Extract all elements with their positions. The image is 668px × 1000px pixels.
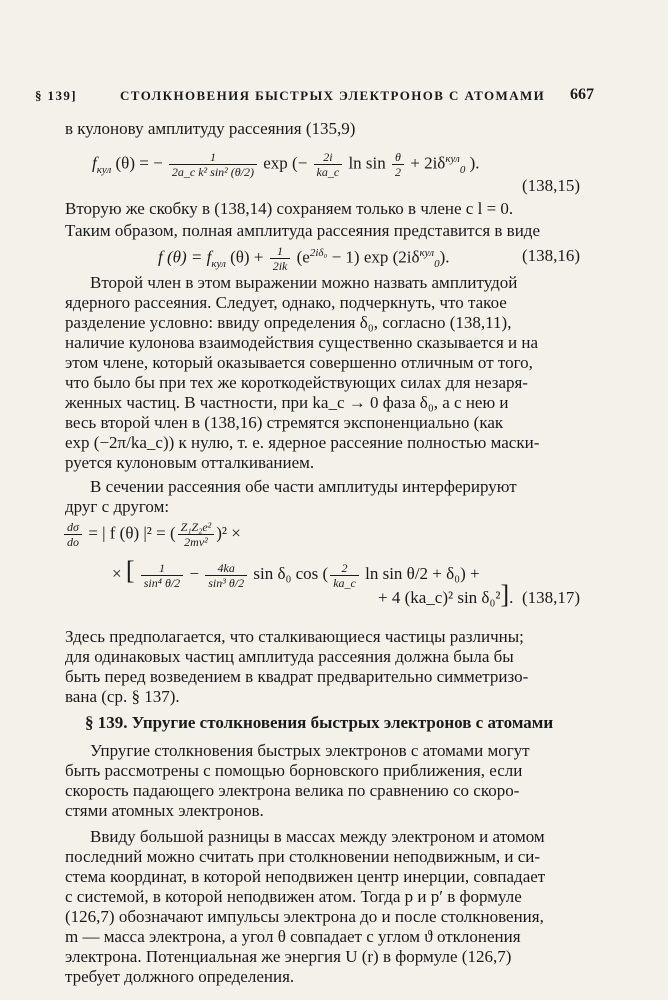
eq1-frac2-den: ka_c [316, 165, 340, 180]
eq2-sup2: кул [419, 247, 435, 259]
eq3-b-num: 4ka [205, 561, 247, 576]
p5-line-1: Упругие столкновения быстрых электронов с атомами могут [90, 741, 530, 760]
eq3-c-num: 2 [330, 561, 359, 576]
equation-138-16 [158, 242, 449, 275]
equation-138-15 [92, 148, 480, 181]
eq3-c-den: ka_c [333, 575, 356, 590]
eq3-c-rest: ln sin θ/2 + δ₀) + [365, 564, 480, 583]
p2-line-9: exp (−2π/ka_c)) к нулю, т. е. ядерное рассеяние полностью маски- [65, 433, 540, 452]
p6-line-7: электрона. Потенциальная же энергия U (r) в формуле (126,7) [65, 947, 512, 966]
eq2-b: (θ) + [230, 247, 264, 267]
eq3-z-num: Z₁Z₂e² [178, 520, 215, 535]
p4-line-3: быть перед возведением в квадрат предварительно симметризо- [65, 667, 529, 686]
page-number: 667 [570, 86, 594, 103]
running-header [0, 86, 668, 106]
eq2-d: − 1) exp (2iδ [331, 247, 420, 267]
eq3-z-den: 2mv² [184, 535, 208, 549]
eq1-lhs: f [92, 153, 97, 173]
equation-138-17-row3 [378, 580, 514, 609]
p6-line-1: Ввиду большой разницы в массах между электроном и атомом [90, 827, 545, 846]
eq1-arg: (θ) = − [115, 153, 163, 173]
eq3-minus: − [189, 564, 200, 583]
p2-line-10: руется кулоновым отталкиванием. [65, 453, 315, 472]
eq1-frac-num: 1 [169, 150, 257, 165]
p3-line-1: В сечении рассеяния обе части амплитуды интерферируют [90, 477, 517, 496]
p2-line-8: весь второй член в (138,16) стремятся экспоненциально (как [65, 413, 504, 432]
p6-line-3: стема координат, в которой неподвижен центр инерции, совпадает [65, 867, 546, 886]
p4-line-1: Здесь предполагается, что сталкивающиеся частицы различны; [65, 627, 524, 646]
eq1-frac3-den: 2 [395, 165, 401, 180]
eq-number-138-16: (138,16) [522, 246, 581, 265]
eq3-b-den: sin³ θ/2 [208, 575, 245, 590]
p2-line-4: наличие кулонова взаимодействия существенно сказывается и на [65, 333, 539, 352]
header-title: СТОЛКНОВЕНИЯ БЫСТРЫХ ЭЛЕКТРОНОВ С АТОМАМИ [120, 88, 546, 103]
eq3-lhs-num: dσ [64, 520, 82, 535]
eq-number-138-17: (138,17) [522, 588, 581, 607]
eq1-exp: exp [263, 153, 288, 173]
intro-line: в кулонову амплитуду рассеяния (135,9) [65, 119, 356, 138]
eq3-row2-times: × [112, 564, 122, 583]
eq3-bracket-l: [ [125, 556, 135, 585]
eq1-ln: ln sin [348, 153, 386, 173]
p1-line-1: Вторую же скобку в (138,14) сохраняем только в члене с l = 0. [65, 199, 514, 218]
eq2-sub2: 0 [434, 258, 440, 271]
eq2-c: (e [296, 247, 310, 267]
eq3-paren-r: )² [216, 523, 228, 543]
eq2-e: ). [439, 247, 450, 267]
eq3-a-den: sin⁴ θ/2 [143, 575, 181, 590]
eq3-lhs-fraction [64, 520, 82, 549]
eq1-frac3-num: θ [392, 150, 404, 165]
eq1-frac-den: 2a_c k² sin² (θ/2) [171, 165, 254, 180]
p5-line-4: стями атомных электронов. [65, 801, 264, 820]
p2-line-7: женных частиц. В частности, при ka_c → 0 фаза δ₀, а с нею и [65, 393, 509, 412]
eq1-tail: + 2iδ [410, 153, 446, 173]
eq1-fraction-2 [314, 150, 343, 179]
eq2-frac-num: 1 [270, 244, 291, 259]
eq3-lhs-den: do [67, 535, 79, 549]
eq2-fraction [270, 244, 291, 273]
eq2-sub: кул [211, 258, 226, 271]
eq-number-138-15: (138,15) [522, 176, 581, 195]
p2-line-2: ядерного рассеяния. Следует, однако, подчеркнуть, что такое [65, 293, 507, 312]
eq1-tail-sub: 0 [459, 164, 466, 177]
p2-line-1: Второй член в этом выражении можно назвать амплитудой [90, 273, 518, 292]
eq2-a: f (θ) = f [158, 247, 212, 267]
eq1-lhs-sub: кул [96, 164, 112, 177]
header-section: § 139] [35, 88, 77, 103]
p2-line-6: что было бы при тех же короткодействующих силах для незаря- [65, 373, 528, 392]
p4-line-4: вана (ср. § 137). [65, 687, 180, 706]
eq3-b-fraction [205, 561, 247, 590]
p5-line-3: скорость падающего электрона велика по сравнению со скоро- [65, 781, 520, 800]
eq3-c-fraction [330, 561, 359, 590]
p5-line-2: быть рассмотрены с помощью борновского приближения, если [65, 761, 523, 780]
eq1-fraction-3 [392, 150, 404, 179]
eq3-a-fraction [141, 561, 183, 590]
p3-line-2: друг с другом: [65, 497, 170, 516]
eq3-period: . [509, 588, 514, 607]
p6-line-8: требует должного определения. [65, 967, 295, 986]
p2-line-3: разделение условно: ввиду определения δ₀, согласно (138,11), [65, 313, 512, 332]
eq3-paren2-l: ( [322, 564, 329, 583]
eq3-a-num: 1 [141, 561, 183, 576]
p4-line-2: для одинаковых частиц амплитуда рассеяния должна была бы [65, 647, 514, 666]
eq1-paren-open: (− [292, 153, 308, 173]
eq3-row3: + 4 (ka_c)² sin δ₀² [378, 588, 501, 607]
p1-line-2: Таким образом, полная амплитуда рассеяния представится в виде [65, 221, 540, 240]
eq1-frac2-num: 2i [314, 150, 343, 165]
eq3-times: × [231, 523, 241, 543]
equation-138-17-row1 [62, 520, 241, 549]
eq1-close: ). [469, 153, 480, 173]
p6-line-4: с системой, в которой неподвижен атом. Тогда p и p′ в формуле [65, 887, 522, 906]
eq2-frac-den: 2ik [272, 259, 288, 274]
p6-line-6: m — масса электрона, а угол θ совпадает с углом ϑ отклонения [65, 927, 521, 946]
eq3-z-fraction [178, 520, 215, 549]
p6-line-5: (126,7) обозначают импульсы электрона до и после столкновения, [65, 907, 544, 926]
eq3-mid: = | f (θ) |² = [88, 523, 166, 543]
eq1-tail-sup: кул [445, 153, 460, 165]
p2-line-5: этом члене, который оказывается совершенно отличным от того, [65, 353, 533, 372]
eq3-b-rest: sin δ₀ cos [253, 564, 319, 583]
eq2-sup1: 2iδ₀ [309, 247, 328, 259]
eq3-paren-l: ( [169, 523, 176, 543]
section-heading: § 139. Упругие столкновения быстрых электронов с атомами [85, 713, 554, 732]
eq1-fraction [169, 150, 257, 179]
p6-line-2: последний можно считать при столкновении неподвижным, и си- [65, 847, 541, 866]
eq3-bracket-r: ] [500, 580, 510, 609]
